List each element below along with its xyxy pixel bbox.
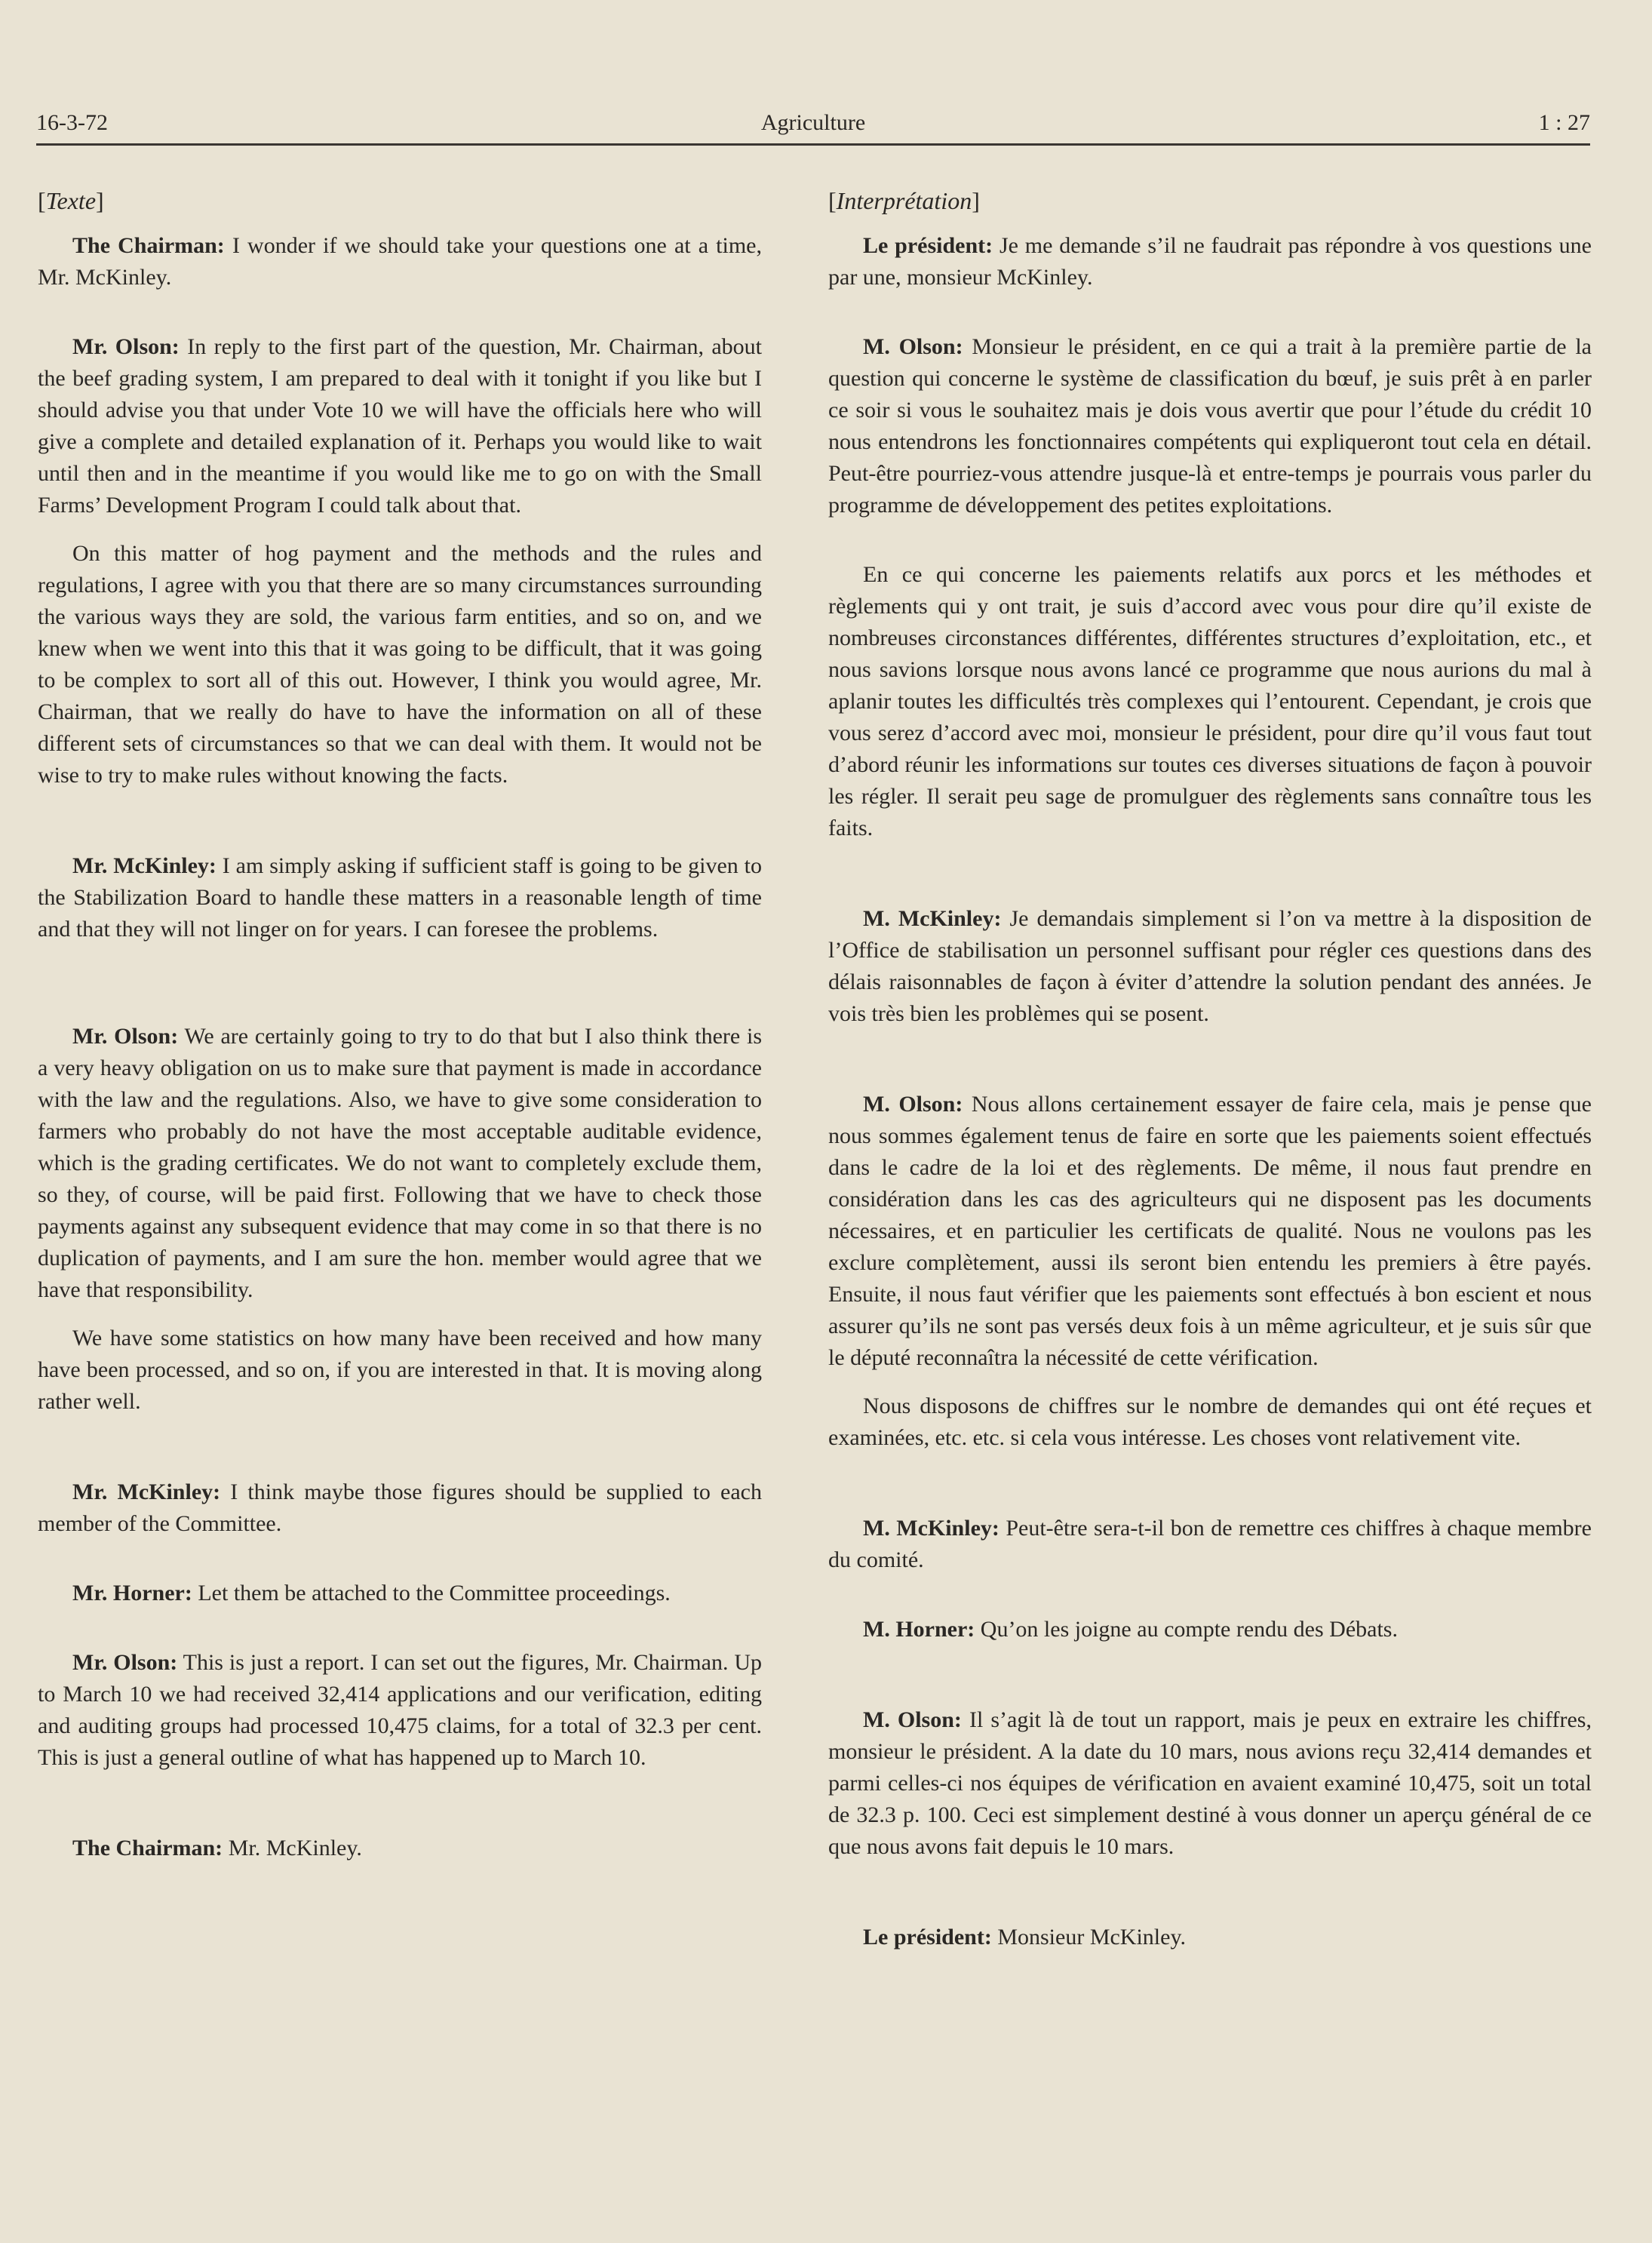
french-column [828, 185, 1592, 1953]
texte-marker: [Texte] [38, 187, 104, 214]
paragraph: The Chairman: I wonder if we should take your questions one at a time, Mr. McKinley. [38, 233, 762, 290]
paragraph: M. Olson: Monsieur le président, en ce qui a trait à la première partie de la question qui concerne le système de classification du bœuf, je suis prêt à en parler ce soir si vous le souhaitez mais je dois vous avertir que pour l’étude du crédit 10 nous entendrons les fonctionnaires compétents qui expliqueront tout cela en détail. Peut-être pourriez-vous attendre jusque-là et entre-temps je pourrais vous parler du programme de développement des petites exploitations. [828, 334, 1592, 518]
paragraph: Mr. Horner: Let them be attached to the Committee proceedings. [72, 1581, 671, 1605]
paragraph: M. McKinley: Je demandais simplement si l’on va mettre à la disposition de l’Office de stabilisation un personnel suffisant pour régler ces questions dans des délais raisonnables de façon à éviter d’attendre la solution pendant des années. Je vois très bien les problèmes qui se posent. [828, 906, 1592, 1026]
english-column [38, 185, 762, 1864]
paragraph: We have some statistics on how many have been received and how many have been processed, and so on, if you are interested in that. It is moving along rather well. [38, 1326, 762, 1414]
paragraph: M. Olson: Il s’agit là de tout un rapport, mais je peux en extraire les chiffres, monsieur le président. A la date du 10 mars, nous avions reçu 32,414 demandes et parmi celles-ci nos équipes de vérification en avaient examiné 10,475, soit un total de 32.3 p. 100. Ceci est simplement destiné à vous donner un aperçu général de ce que nous avons fait depuis le 10 mars. [828, 1707, 1592, 1859]
paragraph: Mr. McKinley: I think maybe those figures should be supplied to each member of the Committee. [38, 1479, 762, 1536]
interpretation-marker: [Interprétation] [828, 187, 980, 214]
header-date: 16-3-72 [36, 110, 108, 135]
paragraph: Nous disposons de chiffres sur le nombre de demandes qui ont été reçues et examinées, etc. etc. si cela vous intéresse. Les choses vont relativement vite. [828, 1393, 1592, 1450]
paragraph: Le président: Monsieur McKinley. [863, 1925, 1187, 1950]
paragraph: Mr. Olson: In reply to the first part of the question, Mr. Chairman, about the beef grading system, I am prepared to deal with it tonight if you like but I should advise you that under Vote 10 we will have the officials here who will give a complete and detailed explanation of it. Perhaps you would like to wait until then and in the meantime if you would like me to go on with the Small Farms’ Development Program I could talk about that. [38, 334, 763, 518]
paragraph: M. McKinley: Peut-être sera-t-il bon de remettre ces chiffres à chaque membre du comité. [828, 1516, 1592, 1572]
paragraph: The Chairman: Mr. McKinley. [72, 1836, 362, 1860]
paragraph: M. Horner: Qu’on les joigne au compte rendu des Débats. [863, 1617, 1398, 1642]
paragraph: On this matter of hog payment and the methods and the rules and regulations, I agree with you that there are so many circumstances surrounding the various ways they are sold, the various farm entities, and so on, and we knew when we went into this that it was going to be difficult, that it was going to be complex to sort all of this out. However, I think you would agree, Mr. Chairman, that we really do have to have the information on all of these different sets of circumstances so that we can deal with them. It would not be wise to try to make rules without knowing the facts. [38, 541, 762, 788]
header-page-number: 1 : 27 [1538, 110, 1590, 135]
page-header [36, 104, 1590, 146]
paragraph: M. Olson: Nous allons certainement essayer de faire cela, mais je pense que nous sommes également tenus de faire en sorte que les paiements soient effectués dans le cadre de la loi et des règlements. De même, il nous faut prendre en considération dans les cas des agriculteurs qui ne disposent pas les documents nécessaires, et en particulier les certificats de qualité. Nous ne voulons pas les exclure complètement, aussi ils seront bien entendu les premiers à être payés. Ensuite, il nous faut vérifier que les paiements sont effectués à bon escient et nous assurer qu’ils ne sont pas versés deux fois à un même agriculteur, et je suis sûr que le député reconnaîtra la nécessité de cette vérification. [828, 1092, 1592, 1370]
header-title: Agriculture [760, 110, 866, 135]
paragraph: Mr. Olson: This is just a report. I can set out the figures, Mr. Chairman. Up to March 10 we had received 32,414 applications and our verification, editing and auditing groups had processed 10,475 claims, for a total of 32.3 per cent. This is just a general outline of what has happened up to March 10. [38, 1650, 762, 1770]
paragraph: Mr. Olson: We are certainly going to try to do that but I also think there is a very heavy obligation on us to make sure that payment is made in accordance with the law and the regulations. Also, we have to give some consideration to farmers who probably do not have the most acceptable auditable evidence, which is the grading certificates. We do not want to completely exclude them, so they, of course, will be paid first. Following that we have to check those payments against any subsequent evidence that may come in so that there is no duplication of payments, and I am sure the hon. member would agree that we have that responsibility. [38, 1024, 762, 1302]
paragraph: Le président: Je me demande s’il ne faudrait pas répondre à vos questions une par une, monsieur McKinley. [828, 233, 1592, 290]
paragraph: En ce qui concerne les paiements relatifs aux porcs et les méthodes et règlements qui y ont trait, je suis d’accord avec vous pour dire qu’il existe de nombreuses circonstances différentes, différentes structures d’exploitation, etc., et nous savions lorsque nous avons lancé ce programme que nous aurions du mal à aplanir toutes les difficultés très complexes qui l’entourent. Cependant, je crois que vous serez d’accord avec moi, monsieur le président, pour dire qu’il vous faut tout d’abord réunir les informations sur toutes ces diverses situations de façon à pouvoir les régler. Il serait peu sage de promulguer des règlements sans connaître tous les faits. [828, 562, 1592, 840]
paragraph: Mr. McKinley: I am simply asking if sufficient staff is going to be given to the Stabilization Board to handle these matters in a reasonable length of time and that they will not linger on for years. I can foresee the problems. [38, 853, 762, 942]
